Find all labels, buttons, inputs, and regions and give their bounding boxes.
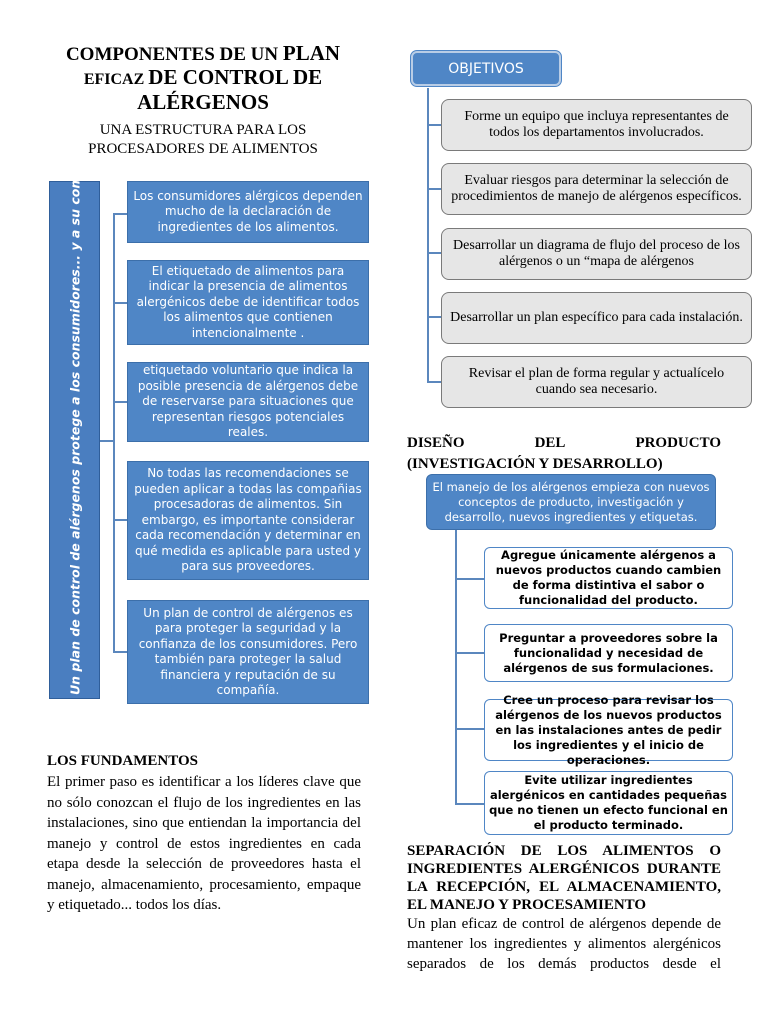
subtitle-line: UNA ESTRUCTURA PARA LOS — [99, 122, 307, 138]
connector — [455, 803, 484, 805]
vertical-label-bar — [49, 131, 100, 699]
connector — [113, 401, 127, 403]
diseno-item: Preguntar a proveedores sobre la funcionalidad y necesidad de alérgenos de sus formulaciones. — [484, 624, 733, 682]
connector — [113, 213, 127, 215]
title-text: COMPONENTES DE UN — [65, 44, 283, 65]
objective-item: Forme un equipo que incluya representantes de todos los departamentos involucrados. — [441, 99, 752, 151]
title-text: ALÉRGENOS — [137, 90, 269, 114]
connector — [427, 88, 429, 383]
objective-item: Revisar el plan de forma regular y actualícelo cuando sea necesario. — [441, 356, 752, 408]
connector — [113, 519, 127, 521]
diseno-item: Agregue únicamente alérgenos a nuevos productos cuando cambien de forma distintiva el sabor o funcionalidad del producto. — [484, 547, 733, 609]
diseno-item: Cree un proceso para revisar los alérgenos de los nuevos productos en las instalaciones antes de pedir los ingredientes y el inicio de operaciones. — [484, 699, 733, 761]
info-box: etiquetado voluntario que indica la posible presencia de alérgenos debe de reservarse para situaciones que representan riesgos potenciales reales. — [127, 362, 369, 442]
objective-item: Evaluar riesgos para determinar la selección de procedimientos de manejo de alérgenos específicos. — [441, 163, 752, 215]
objective-item: Desarrollar un plan específico para cada instalación. — [441, 292, 752, 344]
vertical-label: Un plan de control de alérgenos protege a los consumidores... y a su compañía. — [67, 131, 82, 695]
title-text: EFICAZ — [83, 71, 149, 88]
connector — [455, 530, 457, 805]
connector — [455, 652, 484, 654]
title-text: DE CONTROL DE — [148, 65, 323, 89]
info-box: Los consumidores alérgicos dependen mucho de la declaración de ingredientes de los alimentos. — [127, 181, 369, 243]
diseno-heading — [407, 433, 721, 475]
connector — [427, 188, 441, 190]
subtitle-line: PROCESADORES DE ALIMENTOS — [88, 141, 318, 157]
heading-word: PRODUCTO — [635, 435, 721, 451]
connector — [427, 252, 441, 254]
connector — [455, 728, 484, 730]
subtitle — [60, 121, 346, 159]
title-text: PLAN — [282, 41, 341, 65]
connector — [100, 440, 114, 442]
connector — [427, 381, 441, 383]
connector — [427, 124, 441, 126]
heading-line: (INVESTIGACIÓN Y DESARROLLO) — [407, 456, 663, 472]
info-box: No todas las recomendaciones se pueden aplicar a todas las compañias procesadoras de alimentos. Sin embargo, es importante considerar cada recomendación y determinar en qué medida es aplicable para usted y para sus proveedores. — [127, 461, 369, 580]
diseno-main-box: El manejo de los alérgenos empieza con nuevos conceptos de producto, investigación y desarrollo, nuevos ingredientes y etiquetas. — [426, 474, 716, 530]
heading-word: DEL — [534, 435, 566, 451]
connector — [113, 302, 127, 304]
diseno-item: Evite utilizar ingredientes alergénicos en cantidades pequeñas que no tienen un efecto funcional en el producto terminado. — [484, 771, 733, 835]
separacion-paragraph: Un plan eficaz de control de alérgenos depende de mantener los ingredientes y alimentos alergénicos separados de los demás productos desde el — [407, 916, 721, 972]
connector — [427, 316, 441, 318]
heading-word: DISEÑO — [407, 435, 465, 451]
fundamentos-heading: LOS FUNDAMENTOS — [47, 753, 198, 769]
objective-item: Desarrollar un diagrama de flujo del proceso de los alérgenos o un “mapa de alérgenos — [441, 228, 752, 280]
info-box: El etiquetado de alimentos para indicar la presencia de alimentos alergénicos debe de identificar todos los alimentos que contienen intencionalmente . — [127, 260, 369, 345]
info-box: Un plan de control de alérgenos es para proteger la seguridad y la confianza de los consumidores. Pero también para proteger la salud financiera y reputación de su compañía. — [127, 600, 369, 704]
objetivos-header: OBJETIVOS — [411, 51, 561, 86]
separacion-heading: SEPARACIÓN DE LOS ALIMENTOS O INGREDIENTES ALERGÉNICOS DURANTE LA RECEPCIÓN, EL ALMACENAMIENTO, EL MANEJO Y PROCESAMIENTO — [407, 843, 721, 913]
fundamentos-paragraph: El primer paso es identificar a los líderes clave que no sólo conozcan el flujo de los ingredientes en las instalaciones, sino que entiendan la importancia del manejo y control de estos ingredientes en cada etapa desde la selección de proveedores hasta el manejo, almacenamiento, procesamiento, empaque y etiquetado... todos los días. — [47, 774, 361, 913]
page-title — [60, 42, 346, 114]
connector — [113, 213, 115, 652]
connector — [113, 651, 127, 653]
connector — [455, 578, 484, 580]
